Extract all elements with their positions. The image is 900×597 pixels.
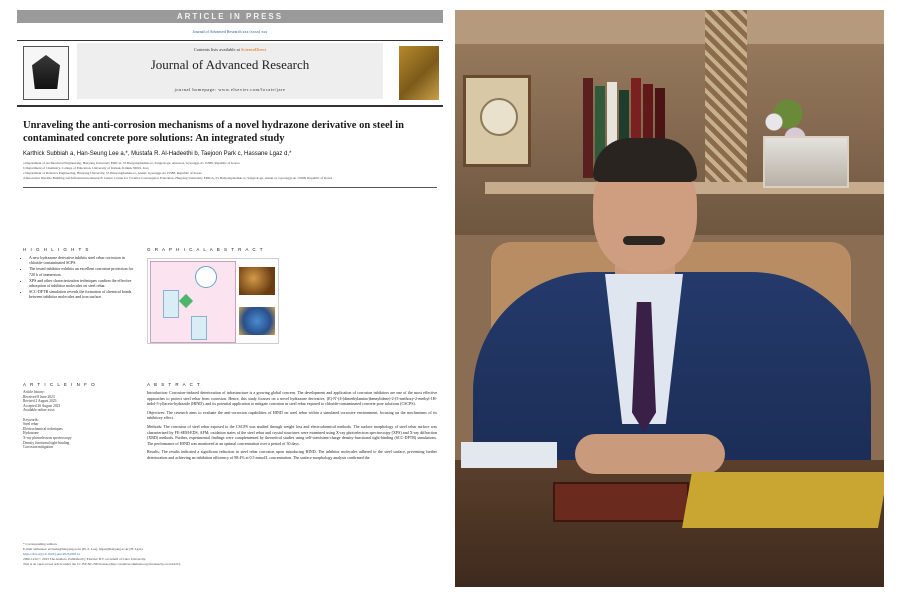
- desk-nameplate: [553, 482, 689, 522]
- article-in-press-banner: ARTICLE IN PRESS: [17, 10, 443, 23]
- protected-surface-image: [239, 307, 275, 335]
- author-list: Karthick Subbiah a, Han-Seung Lee a,*, Mustafa R. Al-Hadeethi b, Taejoon Park c, Hassane Lgaz d,*: [23, 151, 292, 157]
- mustache: [623, 236, 665, 245]
- footnotes: [23, 542, 323, 567]
- journal-name: Journal of Advanced Research: [150, 57, 310, 72]
- journal-cover-image: [399, 46, 439, 100]
- affiliation: d Innovative Durable Building and Infrastructure Research Center, Center for Creative Convergence Education, Hanyang University ERICA, 55 Hanyangdaehak-ro, Sangrok-gu, Ansan-si, Gyeonggi-do 15588, Republic of Korea: [23, 176, 333, 180]
- keyword: Hydrazone: [23, 431, 39, 436]
- paper-page: [17, 10, 443, 586]
- abstract-paragraph: Results: The results indicated a significant reduction in steel rebar corrosion upon introducing HIND. The inhibitor molecules adhered to the steel surface, preventing further deterioration and achieving an inhibition efficiency of 88.4% at 0.5 mmol/L concentration. The surface morphology analysis confirmed the: [147, 449, 437, 460]
- gold-folder: [682, 472, 884, 528]
- article-info-heading: A R T I C L E I N F O: [23, 382, 97, 387]
- abstract-section: [147, 382, 437, 461]
- highlight-item: • The tested inhibitor exhibits an excellent corrosion protection for 720 h of immersion.: [29, 266, 135, 276]
- keyword: Steel rebar: [23, 422, 39, 427]
- article-info-line: Article history:: [23, 390, 45, 394]
- steel-rebar-sample: [191, 316, 207, 340]
- highlights-heading: H I G H L I G H T S: [23, 247, 90, 252]
- divider: [23, 187, 437, 188]
- graphical-abstract-heading: G R A P H I C A L A B S T R A C T: [147, 247, 265, 252]
- footnote-line: E-mail addresses: ercleehs@hanyang.ac.kr (H.-S. Lee), hlgaz@hanyang.ac.kr (H. Lgaz).: [23, 547, 144, 551]
- affiliation: c Department of Robotics Engineering, Hanyang University, 55 Hanyangdaehak-ro, Ansan, Gyeonggi-do 15588, Republic of Korea: [23, 171, 202, 175]
- keyword: Corrosion mitigation: [23, 445, 54, 450]
- highlight-item: • SCC-DFTB simulation reveals the formation of chemical bonds between inhibitor molecules and iron surface.: [29, 289, 135, 299]
- article-title: Unraveling the anti-corrosion mechanisms of a novel hydrazone derivative on steel in contaminated concrete pore solutions: An integrated study: [23, 120, 404, 144]
- inhibitor-marker: [179, 294, 193, 308]
- highlight-item: • XPS and other characterization techniques confirm the effective adsorption of inhibitor molecules on steel rebar.: [29, 278, 135, 288]
- framed-medal: [463, 75, 531, 167]
- molecule-inset: [195, 266, 217, 288]
- highlights-section: [23, 247, 135, 301]
- abstract-paragraph: Methods: The corrosion of steel rebar exposed to the CSCPS was studied through weight loss and electrochemical methods. The surface morphology of steel rebar surface was characterized by FE-SEM-EDS, AFM; oxidation states of the steel rebar and crystal structures were examined using X-ray photoelectron spectroscopy (XPS) and X-ray diffraction (XRD) methods. Further, experimental findings were complemented by theoretical studies using self-consistent-charge density-functional tight-binding (SCC-DFTB) simulations. The performance of HIND was monitored at an optimal concentration over a period of 30 days.: [147, 423, 437, 446]
- citation-line: Journal of Advanced Research xxx (xxxx) xxx: [192, 29, 268, 34]
- journal-masthead: [77, 43, 383, 99]
- hair: [593, 138, 697, 182]
- doi-link[interactable]: https://doi.org/10.1016/j.jare.2023.08.014: [23, 552, 80, 556]
- clasped-hands: [575, 434, 725, 474]
- graphical-abstract-figure: [147, 258, 279, 344]
- abstract-paragraph: Introduction: Corrosion-induced deterioration of infrastructure is a growing global concern. The development and application of corrosion inhibitors are one of the most effective approaches to protect steel rebar from corrosion. Hence, this study focuses on a novel hydrazone derivative, (E)-N'-(4-(dimethylamino)benzylidene)-2-(5-methoxy-2-methyl-1H-indol-3-yl)aceto-hydrazide (HIND), and its potential application to mitigate corrosion in steel rebar exposed to chloride-contaminated concrete pore solutions (CSCPS).: [147, 390, 437, 407]
- article-info-line: Available online xxxx: [23, 408, 55, 413]
- graphical-abstract-section: [147, 247, 437, 344]
- desk-papers: [461, 442, 557, 468]
- journal-homepage[interactable]: journal homepage: www.elsevier.com/locate/jare: [174, 87, 286, 92]
- footnote-line: * Corresponding authors.: [23, 542, 58, 546]
- abstract-paragraph: Objectives: The research aims to evaluate the anti-corrosion capabilities of HIND on steel rebar within a simulated corrosive environment, focusing on the mechanisms of its inhibitory effect.: [147, 409, 437, 421]
- keyword: Electrochemical techniques: [23, 426, 63, 431]
- contents-prefix: Contents lists available at: [193, 47, 240, 52]
- affiliation: b Department of Chemistry, College of Education, University of Kirkuk, Kirkuk 36001, Iraq: [23, 166, 149, 170]
- cairo-university-logo: [23, 46, 69, 100]
- keyword: Density functional tight-binding: [23, 440, 70, 445]
- corroded-surface-image: [239, 267, 275, 295]
- article-info-line: Revised 2 August 2023: [23, 399, 57, 404]
- abstract-heading: A B S T R A C T: [147, 382, 202, 387]
- journal-header: [17, 40, 443, 107]
- article-info-line: Keywords:: [23, 417, 39, 422]
- article-info-line: Received 8 June 2023: [23, 394, 55, 399]
- article-info-section: [23, 382, 135, 450]
- affiliation: a Department of Architectural Engineering, Hanyang University ERICA, 55 Hanyangdaehak-ro, Sangrok-gu, Ansan-si, Gyeonggi-do 15588, Republic of Korea: [23, 161, 240, 165]
- highlight-item: • A new hydrazone derivative inhibits steel rebar corrosion in chloride-contaminated SCPS.: [29, 255, 135, 265]
- wooden-lattice-panel: [705, 10, 747, 182]
- framed-group-photo: [763, 136, 849, 188]
- license-line: 2090-1232/© 2023 The Authors. Published by Elsevier B.V. on behalf of Cairo University.: [23, 557, 146, 561]
- article-info-line: Accepted 26 August 2023: [23, 403, 61, 408]
- steel-rebar-sample: [163, 290, 179, 318]
- license-line: This is an open access article under the CC BY-NC-ND license (http://creativecommons.org/licenses/by-nc-nd/4.0/).: [23, 562, 181, 566]
- affiliations: [23, 161, 437, 181]
- author-portrait-photo: [455, 10, 884, 587]
- sciencedirect-link[interactable]: ScienceDirect: [241, 47, 267, 52]
- keyword: X-ray photoelectron spectroscopy: [23, 435, 72, 440]
